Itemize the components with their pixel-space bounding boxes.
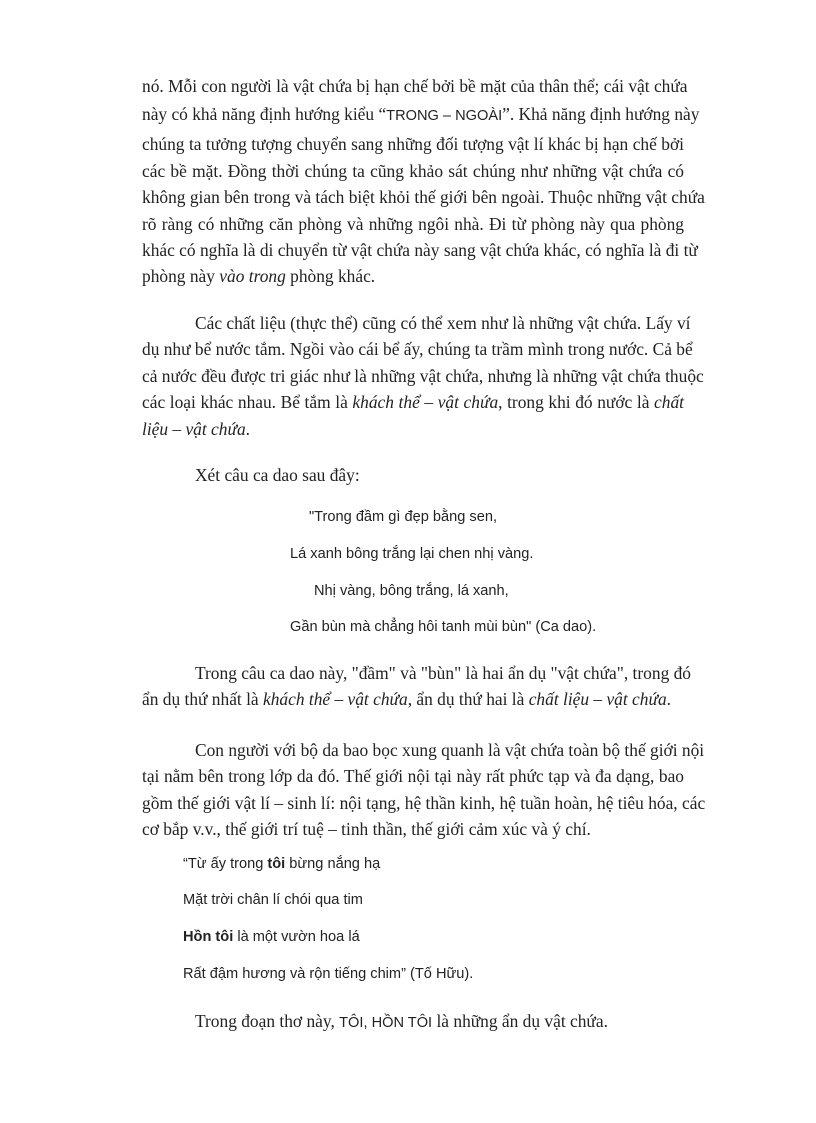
- bold-toi: tôi: [267, 856, 286, 872]
- poem-line: Gần bùn mà chẳng hôi tanh mùi bùn" (Ca dao).: [290, 619, 597, 635]
- text-line: chúng ta tưởng tượng chuyển sang những đối tượng vật lí khác bị hạn chế bởi: [142, 134, 684, 155]
- paragraph-conclusion: Trong đoạn thơ này, TÔI, HỒN TÔI là những ẩn dụ vật chứa.: [195, 1011, 608, 1031]
- text-line: các loại khác nhau. Bể tắm là khách thể – vật chứa, trong khi đó nước là chất: [142, 392, 684, 413]
- text-line: không gian bên trong và tách biệt khỏi thế giới bên ngoài. Thuộc những vật chứa: [142, 187, 705, 208]
- paragraph-container-metaphor: [142, 73, 705, 290]
- emphasis-lieu-vat-chua: liệu – vật chứa: [142, 418, 246, 439]
- text-line: nó. Mỗi con người là vật chứa bị hạn chế bởi bề mặt của thân thể; cái vật chứa: [142, 76, 688, 96]
- text-line: tại nằm bên trong lớp da đó. Thế giới nội tại này rất phức tạp và đa dạng, bao: [142, 766, 684, 787]
- poem-line: Rất đậm hương và rộn tiếng chim” (Tố Hữu).: [183, 966, 474, 982]
- paragraph-analysis: [142, 660, 691, 713]
- poem-line: “Từ ấy trong tôi bừng nắng hạ: [183, 856, 381, 872]
- text-line: cơ bắp v.v., thế giới trí tuệ – tinh thần, thế giới cảm xúc và ý chí.: [142, 819, 591, 840]
- emphasis-khach-the: khách thể – vật chứa: [352, 392, 499, 413]
- emphasis-vao-trong: vào trong: [219, 266, 286, 287]
- term-toi-hon-toi: TÔI, HỒN TÔI: [339, 1015, 433, 1031]
- paragraph-intro-ca-dao: Xét câu ca dao sau đây:: [195, 465, 360, 485]
- paragraph-human-body: [142, 737, 706, 843]
- paragraph-materials: [142, 310, 704, 442]
- text-line: Con người với bộ da bao bọc xung quanh là vật chứa toàn bộ thế giới nội: [195, 740, 705, 760]
- text-line: Các chất liệu (thực thể) cũng có thể xem như là những vật chứa. Lấy ví: [195, 313, 691, 333]
- text-line: phòng này vào trong phòng khác.: [142, 266, 376, 287]
- poem-line: Hồn tôi là một vườn hoa lá: [183, 929, 360, 945]
- text-line: gồm thế giới vật lí – sinh lí: nội tạng, hệ thần kinh, hệ tuần hoàn, hệ tiêu hóa, các: [142, 792, 706, 813]
- emphasis-chat: chất: [654, 392, 684, 413]
- emphasis-chat-lieu: chất liệu – vật chứa: [528, 689, 667, 710]
- text-line: khác có nghĩa là di chuyển từ vật chứa này sang vật chứa khác, có nghĩa là đi từ: [142, 240, 698, 261]
- text-line: rõ ràng có những căn phòng và những ngôi nhà. Đi từ phòng này qua phòng: [142, 213, 684, 234]
- poem-line: Nhị vàng, bông trắng, lá xanh,: [314, 583, 509, 599]
- term-trong-ngoai: TRONG – NGOÀI: [386, 108, 503, 125]
- bold-hon-toi: Hồn tôi: [183, 929, 234, 945]
- text-line: này có khả năng định hướng kiểu “TRONG – NGOÀI”. Khả năng định hướng này: [142, 104, 700, 125]
- text-line: cả nước đều được tri giác như là những vật chứa, nhưng là những vật chứa thuộc: [142, 365, 704, 386]
- text-line: dụ như bể nước tắm. Ngồi vào cái bể ấy, chúng ta trầm mình trong nước. Cả bể: [142, 339, 693, 360]
- text-line: ẩn dụ thứ nhất là khách thể – vật chứa, ẩn dụ thứ hai là chất liệu – vật chứa.: [142, 689, 672, 710]
- text-line: liệu – vật chứa.: [142, 418, 251, 439]
- emphasis-khach-the: khách thể – vật chứa: [263, 689, 408, 710]
- poem-line: "Trong đầm gì đẹp bằng sen,: [309, 509, 497, 525]
- text-line: Trong câu ca dao này, "đầm" và "bùn" là hai ẩn dụ "vật chứa", trong đó: [195, 663, 691, 683]
- poem-line: Mặt trời chân lí chói qua tim: [183, 892, 363, 908]
- text-line: các bề mặt. Đồng thời chúng ta cũng khảo sát chúng như những vật chứa có: [142, 160, 684, 181]
- poem-line: Lá xanh bông trắng lại chen nhị vàng.: [290, 546, 534, 562]
